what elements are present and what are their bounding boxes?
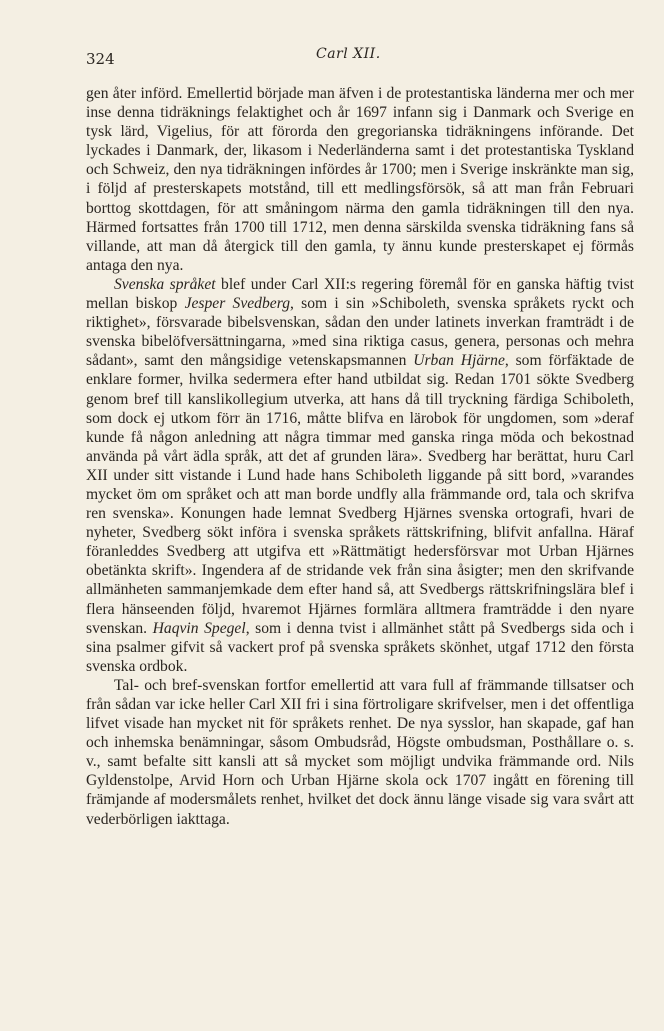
body-text — [86, 84, 634, 829]
paragraph-text: , som i denna tvist i allmänhet stått på Svedbergs sida och i sina psalmer gifvit så vackert prof på svenska språkets skönhet, utgaf 1712 den första svenska ordbok. — [86, 619, 634, 675]
emphasized-text: Urban Hjärne — [413, 352, 505, 370]
emphasized-text: Jesper Svedberg — [184, 295, 290, 313]
running-head: Carl XII. — [316, 46, 381, 62]
paragraph — [86, 275, 634, 676]
emphasized-text: Haqvin Spegel — [152, 619, 246, 637]
paragraph-text: , som förfäktade de enklare former, hvilka sedermera efter hand utbildat sig. Redan 1701 sökte Svedberg genom bref till kanslikollegium utverka, att hans då till tryckning färdiga Schiboleth, som dock ej utkom förr än 1716, måtte blifva en lärobok för ungdomen, som »deraf kunde få någon anledning att några timmar med ganska ringa möda och bekostnad använda på vårt ädla språk, att det af grunden lära». Svedberg har berättat, huru Carl XII under sitt vistande i Lund hade hans Schiboleth liggande på sitt bord, »varandes mycket öm om språket och att man borde undfly alla främmande ord, tala och skrifva ren svenska». Konungen hade lemnat Svedberg Hjärnes svenska ortografi, hvari de nyheter, Svedberg sökt införa i svenska språkets rättskrifning, blifvit anfallna. Häraf föranleddes Svedberg att utgifva ett »Rättmätigt hedersförsvar mot Urban Hjärnes obetänkta skrift». Ingendera af de stridande vek från sina åsigter; men den skrifvande allmänheten sammanjemkade dem efter hand så, att Svedbergs rättskrifningslära blef i flera hänseenden följd, hvaremot Hjärnes formlära alltmera framträdde i den nyare svenskan. — [86, 352, 634, 637]
emphasized-text: Svenska språket — [114, 275, 216, 293]
paragraph-text: gen åter införd. Emellertid började man äfven i de protestantiska länderna mer och mer inse denna tidräknings felaktighet och år 1697 infann sig i Danmark och Sverige en tysk lärd, Vigelius, för att förorda den gregorianska tidräkningens införande. Det lyckades i Danmark, der, likasom i Nederländerna samt i det protestantiska Tyskland och Schweiz, den nya tidräkningen infördes år 1700; men i Sverige inskränkte man sig, i följd af presterskapets motstånd, till ett medlingsförsök, så att man från Februari borttog skottdagen, för att småningom närma den gamla tidräkningen till den nya. Härmed fortsattes från 1700 till 1712, men denna särskilda svenska tidräkning fans så villande, att man då återgick till den gamla, ty ännu kunde presterskapet ej förmås antaga den nya. — [86, 85, 634, 274]
page-number: 324 — [86, 50, 115, 68]
page-header — [86, 44, 634, 74]
paragraph — [86, 676, 634, 829]
paragraph-text: blef under Carl XII:s regering föremål för en ganska häftig tvist mellan biskop — [86, 275, 634, 313]
paragraph-text: Tal- och bref-svenskan fortfor emellertid att vara full af främmande tillsatser och från sådan var icke heller Carl XII fri i sina förtroligare skrifvelser, men i det offentliga lifvet visade han mycket nit för språkets renhet. De nya sysslor, han skapade, gaf han och inhemska benämningar, såsom Ombudsråd, Högste ombudsman, Posthållare o. s. v., samt befalte sitt kansli att så mycket som möjligt undvika främmande ord. Nils Gyldenstolpe, Arvid Horn och Urban Hjärne skola ock 1707 ingått en förening till främjande af modersmålets renhet, hvilket det dock ännu länge visade sig vara svårt att vederbörligen iakttaga. — [86, 676, 634, 828]
paragraph-text: , som i sin »Schiboleth, svenska språkets ryckt och riktighet», försvarade bibelsvenskan, sådan den under latinets inverkan framträdt i de svenska bibelöfversättningarna, »med sina riktiga casus, genera, personas och mehra sådant», samt den mångsidige vetenskapsmannen — [86, 295, 635, 370]
paragraph — [86, 84, 634, 275]
